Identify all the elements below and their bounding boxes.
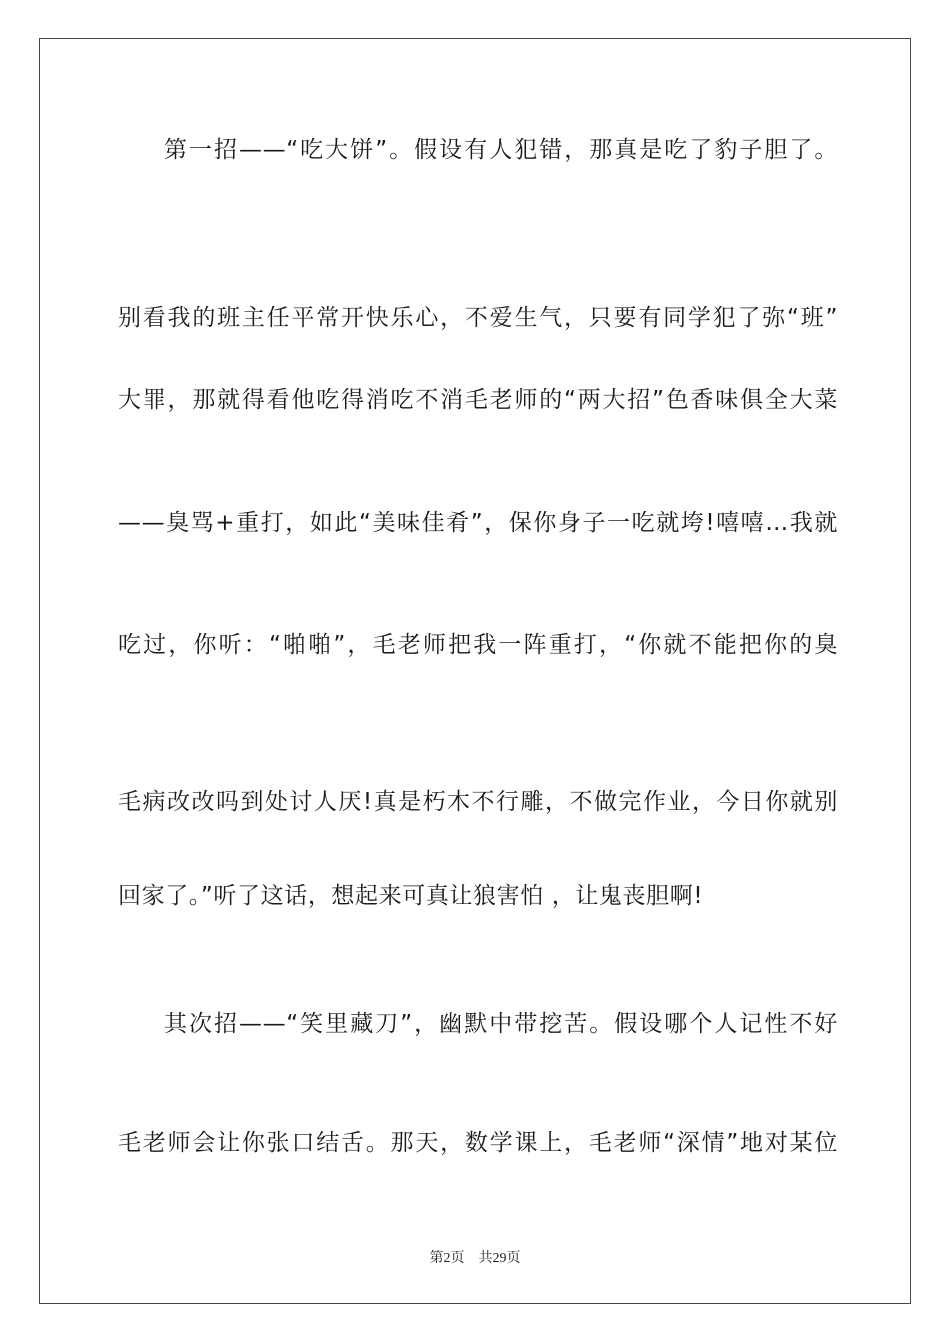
- paragraph-1-line-3: 大罪，那就得看他吃得消吃不消毛老师的“两大招”色香味俱全大菜: [118, 387, 838, 413]
- paragraph-1-line-2: 别看我的班主任平常开快乐心，不爱生气，只要有同学犯了弥“班”: [118, 305, 838, 331]
- paragraph-2-line-1: 其次招——“笑里藏刀”，幽默中带挖苦。假设哪个人记性不好: [164, 1011, 838, 1037]
- page-total: 共29页: [478, 1251, 521, 1266]
- page-number: 第2页: [429, 1251, 465, 1266]
- paragraph-1-line-5: 吃过，你听：“啪啪”，毛老师把我一阵重打，“你就不能把你的臭: [118, 632, 838, 658]
- paragraph-1-line-1: 第一招——“吃大饼”。假设有人犯错，那真是吃了豹子胆了。: [164, 137, 838, 163]
- paragraph-1-line-7: 回家了。”听了这话，想起来可真让狼害怕 ，让鬼丧胆啊!: [118, 883, 704, 909]
- paragraph-1-line-4: ——臭骂+重打，如此“美味佳肴”，保你身子一吃就垮!嘻嘻…我就: [118, 510, 838, 536]
- paragraph-1-line-6: 毛病改改吗到处讨人厌!真是朽木不行雕，不做完作业，今日你就别: [118, 789, 838, 815]
- page-footer: [0, 1247, 950, 1267]
- paragraph-2-line-2: 毛老师会让你张口结舌。那天，数学课上，毛老师“深情”地对某位: [118, 1130, 838, 1156]
- page-frame: [39, 38, 911, 1304]
